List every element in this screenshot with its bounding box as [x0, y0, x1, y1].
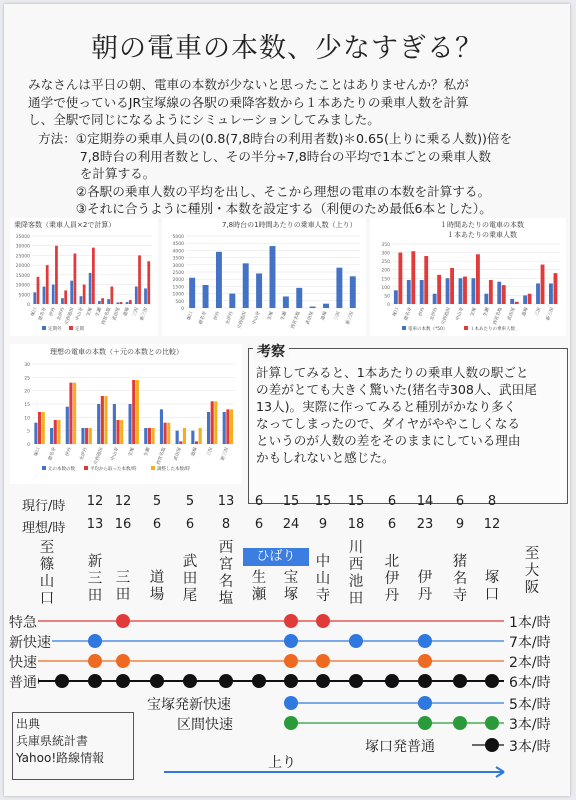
line-frequency: 7本/時	[509, 635, 551, 651]
risou-count: 12	[483, 517, 501, 532]
risou-count: 6	[387, 517, 397, 532]
line-frequency: 5本/時	[509, 697, 551, 713]
y-tick-label: 5	[27, 429, 30, 435]
chart-title: 理想の電車の本数（＋元の本数との比較）	[50, 348, 183, 356]
chart-title: １時間あたりの電車の本数 １本あたりの乗車人数	[440, 221, 524, 239]
x-tick-label: 中山寺	[75, 306, 85, 322]
x-tick-label: 三田	[132, 306, 141, 318]
intro-text: みなさんは平日の朝、電車の本数が少ないと思ったことはありませんか？私が 通学で使っているJR宝塚線の各駅の乗降客数から１本あたりの乗車人数を計算 し、全駅で同じになるようにシミュレーションしてみました。	[28, 77, 469, 127]
stop-dot	[453, 716, 467, 730]
y-tick-label: 20000	[15, 264, 30, 270]
line-frequency: 2本/時	[509, 655, 551, 671]
station-name: 川西池田	[348, 540, 364, 607]
risou-count: 18	[347, 517, 365, 532]
line-label: 宝塚発新快速	[146, 694, 232, 714]
x-tick-label: 西宮名塩	[492, 306, 504, 326]
station-name: 中山寺	[315, 554, 331, 604]
route-lines	[4, 4, 570, 796]
stop-dot	[316, 674, 330, 688]
stop-dot	[219, 674, 233, 688]
x-tick-label: 猪名寺	[198, 310, 208, 326]
line-label: 新快速	[8, 632, 52, 652]
y-tick-label: 2000	[172, 278, 184, 284]
risou-count: 6	[152, 517, 162, 532]
y-tick-label: 30000	[15, 244, 30, 250]
y-tick-label: 5000	[18, 293, 30, 299]
x-tick-label: 新三田	[139, 306, 150, 322]
risou-count: 9	[318, 517, 328, 532]
y-tick-label: 0	[181, 307, 184, 312]
line-frequency: 1本/時	[509, 615, 551, 631]
genkou-count: 6	[387, 494, 397, 509]
x-tick-label: 武田尾	[305, 310, 316, 326]
stop-dot	[349, 634, 363, 648]
stop-dot	[116, 654, 130, 668]
y-tick-label: 200	[381, 268, 390, 274]
stop-dot	[418, 716, 432, 730]
x-tick-label: 塚口	[186, 310, 195, 322]
hibari-label: ひばり	[243, 548, 309, 566]
y-tick-label: 4500	[172, 242, 184, 248]
kousatsu-title: 考察	[253, 341, 289, 361]
line-frequency: 6本/時	[509, 675, 551, 691]
x-tick-label: 北伊丹	[56, 306, 67, 322]
station-name: 新三田	[87, 554, 103, 604]
x-tick-label: 宝塚	[470, 306, 478, 318]
x-tick-label: 伊丹	[418, 306, 427, 318]
line-label: 快速	[8, 652, 38, 672]
x-tick-label: 武田尾	[112, 306, 122, 322]
risou-count: 23	[416, 517, 434, 532]
method-text: 方法：①定期券の乗車人員の(0.8(7,8時台の利用者数)＊0.65(上りに乗る人数))倍を 7,8時台の利用者数とし、その半分÷7,8時台の平均で1本ごとの乗車人数 を計算する。 ②各駅の乗車人数の平均を出し、そこから理想の電車の本数を計算する。 ③それに合うように種別・本数を設定する（利便のため最低6本とした）。	[38, 131, 513, 216]
genkou-count: 6	[455, 494, 465, 509]
stop-dot	[284, 634, 298, 648]
legend-label: 定期外	[48, 327, 62, 332]
stop-dot	[116, 674, 130, 688]
station-name: 宝塚	[283, 570, 299, 603]
legend-label: 平均から取った本数/時	[90, 467, 137, 472]
x-tick-label: 道場	[521, 306, 530, 318]
stop-dot	[284, 674, 298, 688]
y-tick-label: 15	[24, 403, 30, 408]
y-tick-label: 1000	[172, 292, 184, 298]
x-tick-label: 川西池田	[441, 306, 453, 326]
y-tick-label: 5000	[172, 235, 184, 240]
direction-label: 上り	[268, 755, 296, 771]
stop-dot	[418, 654, 432, 668]
x-tick-label: 道場	[123, 306, 131, 318]
x-tick-label: 新三田	[345, 310, 356, 326]
stop-dot	[284, 716, 298, 730]
stop-dot	[485, 674, 499, 688]
x-tick-label: 宝塚	[86, 306, 94, 318]
y-tick-label: 4000	[172, 249, 184, 255]
legend-label: 元の本数の数	[48, 467, 75, 472]
risou-count: 9	[455, 517, 465, 532]
stop-dot	[453, 674, 467, 688]
stop-dot	[316, 614, 330, 628]
y-tick-label: 250	[381, 260, 390, 266]
x-tick-label: 三田	[534, 306, 543, 318]
genkou-count: 14	[416, 494, 434, 509]
stop-dot	[88, 674, 102, 688]
risou-label: 理想/時	[22, 521, 66, 536]
x-tick-label: 生瀬	[95, 306, 104, 318]
x-tick-label: 道場	[190, 446, 199, 458]
stop-dot	[418, 696, 432, 710]
x-tick-label: 宝塚	[128, 446, 136, 458]
x-tick-label: 中山寺	[110, 446, 121, 462]
y-tick-label: 50	[384, 294, 390, 300]
chart-title: 乗降客数（乗車人員×2で計算）	[14, 221, 116, 229]
y-tick-label: 30	[24, 363, 30, 368]
x-tick-label: 北伊丹	[429, 306, 440, 322]
genkou-count: 13	[217, 494, 235, 509]
genkou-count: 5	[185, 494, 195, 509]
genkou-count: 15	[314, 494, 332, 509]
y-tick-label: 25000	[15, 254, 30, 260]
x-tick-label: 西宮名塩	[290, 310, 302, 330]
y-tick-label: 20	[24, 389, 30, 395]
x-tick-label: 西宮名塩	[156, 446, 168, 466]
station-name: 塚口	[484, 570, 500, 603]
genkou-count: 15	[347, 494, 365, 509]
stop-dot	[284, 696, 298, 710]
y-tick-label: 35000	[15, 235, 30, 240]
y-tick-label: 100	[381, 285, 390, 291]
source-text: 出典 兵庫県統計書 Yahoo!路線情報	[16, 717, 105, 765]
y-tick-label: 500	[175, 299, 184, 305]
x-tick-label: 中山寺	[455, 306, 465, 322]
stop-dot	[349, 674, 363, 688]
stop-dot	[284, 614, 298, 628]
x-tick-label: 道場	[320, 310, 329, 322]
line-label: 区間快速	[176, 714, 234, 734]
legend-label: 調整した本数/時	[157, 467, 191, 472]
station-name: 伊丹	[417, 570, 433, 603]
line-label: 普通	[8, 672, 38, 692]
stop-dot	[88, 654, 102, 668]
line-frequency: 3本/時	[509, 717, 551, 733]
stop-dot	[116, 614, 130, 628]
chart-title: 7,8時台の1時間あたりの乗車人数（上り）	[222, 221, 357, 229]
genkou-count: 15	[282, 494, 300, 509]
risou-count: 13	[86, 517, 104, 532]
terminal-left: 至篠山口	[39, 540, 55, 607]
genkou-count: 12	[114, 494, 132, 509]
genkou-count: 8	[487, 494, 497, 509]
genkou-label: 現行/時	[22, 499, 66, 514]
stop-dot	[88, 634, 102, 648]
x-tick-label: 新三田	[546, 306, 556, 322]
x-tick-label: 伊丹	[65, 446, 74, 458]
y-tick-label: 1500	[172, 285, 184, 291]
x-tick-label: 川西池田	[93, 446, 105, 466]
x-tick-label: 北伊丹	[225, 310, 235, 326]
y-tick-label: 0	[27, 303, 30, 308]
line-label: 塚口発普通	[364, 736, 436, 756]
page-title: 朝の電車の本数、少なすぎる？	[91, 33, 483, 64]
station-name: 三田	[115, 570, 131, 603]
x-tick-label: 武田尾	[507, 306, 517, 322]
x-tick-label: 猪名寺	[403, 306, 414, 322]
y-tick-label: 150	[381, 277, 390, 283]
x-tick-label: 川西池田	[64, 306, 76, 326]
x-tick-label: 武田尾	[173, 446, 183, 462]
stop-dot	[252, 674, 266, 688]
kousatsu-text: 計算してみると、1本あたりの乗車人数の駅ごと の差がとても大きく驚いた(猪名寺308人、武田尾 13人)。実際に作ってみると種別がかなり多く なってしまったので、ダイヤがややこしくなる というのが人数の差をそのままにしている理由 かもしれないと感じた。	[256, 365, 537, 465]
poster	[4, 4, 570, 796]
y-tick-label: 3000	[172, 263, 184, 269]
stop-dot	[150, 674, 164, 688]
x-tick-label: 中山寺	[252, 310, 262, 326]
y-tick-label: 15000	[15, 273, 30, 279]
line-label: 特急	[8, 612, 38, 632]
station-name: 道場	[149, 570, 165, 603]
x-tick-label: 西宮名塩	[101, 306, 113, 326]
station-name: 北伊丹	[384, 554, 400, 604]
legend-label: 電車の本数（*50）	[408, 327, 448, 332]
stop-dot	[385, 674, 399, 688]
stop-dot	[418, 674, 432, 688]
risou-count: 6	[254, 517, 264, 532]
x-tick-label: 生瀬	[280, 310, 289, 322]
genkou-count: 6	[254, 494, 264, 509]
x-tick-label: 伊丹	[213, 310, 222, 322]
x-tick-label: 塚口	[392, 306, 401, 318]
y-tick-label: 25	[24, 376, 30, 382]
x-tick-label: 三田	[334, 310, 342, 322]
stop-dot	[183, 674, 197, 688]
x-tick-label: 川西池田	[237, 310, 249, 330]
genkou-count: 5	[152, 494, 162, 509]
x-tick-label: 生瀬	[483, 306, 491, 318]
x-tick-label: 猪名寺	[38, 306, 48, 322]
y-tick-label: 0	[387, 303, 390, 308]
genkou-count: 12	[86, 494, 104, 509]
x-tick-label: 塚口	[33, 446, 42, 458]
x-tick-label: 新三田	[220, 446, 231, 462]
stop-dot	[485, 738, 499, 752]
legend-label: １本あたりの乗車人数	[470, 327, 515, 332]
x-tick-label: 伊丹	[49, 306, 57, 318]
x-tick-label: 三田	[206, 446, 215, 458]
stop-dot	[418, 634, 432, 648]
y-tick-label: 350	[381, 243, 390, 248]
x-tick-label: 北伊丹	[79, 446, 89, 462]
y-tick-label: 300	[381, 251, 390, 257]
risou-count: 8	[221, 517, 231, 532]
station-name: 生瀬	[251, 570, 267, 603]
station-name: 猪名寺	[452, 554, 468, 604]
y-tick-label: 0	[27, 443, 30, 448]
risou-count: 24	[282, 517, 300, 532]
risou-count: 6	[185, 517, 195, 532]
station-name: 武田尾	[182, 554, 198, 604]
legend-label: 定期	[75, 327, 84, 332]
x-tick-label: 猪名寺	[48, 446, 58, 462]
x-tick-label: 塚口	[30, 306, 39, 318]
station-name: 西宮名塩	[218, 540, 234, 607]
stop-dot	[485, 716, 499, 730]
y-tick-label: 10000	[15, 283, 30, 289]
stop-dot	[284, 654, 298, 668]
x-tick-label: 生瀬	[143, 446, 152, 458]
stop-dot	[55, 674, 69, 688]
y-tick-label: 10	[24, 416, 30, 422]
stop-dot	[316, 654, 330, 668]
risou-count: 16	[114, 517, 132, 532]
terminal-right: 至大阪	[524, 546, 540, 596]
y-tick-label: 3500	[172, 256, 184, 262]
y-tick-label: 2500	[172, 271, 184, 276]
x-tick-label: 宝塚	[267, 310, 275, 322]
line-frequency: 3本/時	[509, 739, 551, 755]
